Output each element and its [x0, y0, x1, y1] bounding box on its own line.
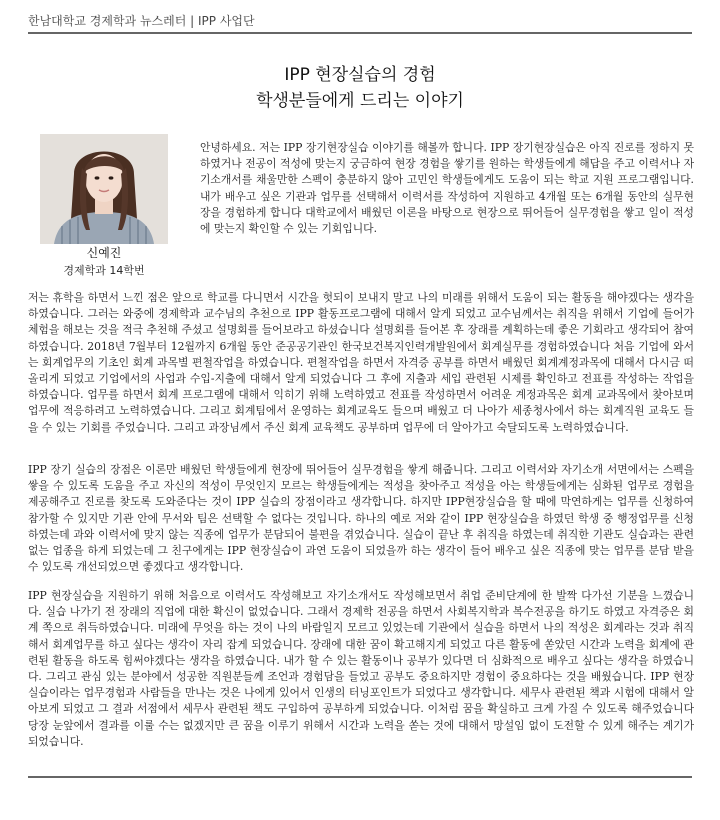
- body-paragraph-2: IPP 장기 실습의 장점은 이론만 배웠던 학생들에게 현장에 뛰어들어 실무경험을 쌓게 해줍니다. 그리고 이력서와 자기소개 서면에서는 스펙을 쌓을 수 있도록 도움을 주고 자신의 적성이 무엇인지 모르는 학생들에게는 적성을 찾아주고 적성을 아는 학생들에게는 심화된 업무로 경험을 제공해주고 진로를 찾도록 도와준다는 것이 IPP 실습의 장점이라고 생각합니다. 하지만 IPP현장실습을 할 때에 막연하게는 업무를 신청하여 참가할 수 있지만 기관 안에 무서와 팀은 선택할 수 없다는 것입니다. 하나의 예로 저와 같이 IPP 현장실습을 하였던 학생 중 행정업무를 신청하였는데 과와 이력서에 맞지 않는 직종에 업무가 분담되어 불편을 겪었습니다. 실습이 끝난 후 취직을 하였는데 취직한 기관도 실습과는 관련없는 업종을 하게 되었는데 그 친구에게는 IPP 현장실습이 과연 도움이 되었을까 하는 생각이 들어 배우고 싶은 직종에 맞는 업무를 분담 받을 수 있도록 개선되었으면 좋겠다고 생각합니다.: [28, 463, 694, 574]
- newsletter-header: 한남대학교 경제학과 뉴스레터 | IPP 사업단: [28, 14, 255, 28]
- header-divider: [28, 32, 692, 34]
- intro-paragraph: 안녕하세요. 저는 IPP 장기현장실습 이야기를 해볼까 합니다. IPP 장기현장실습은 아직 진로를 정하지 못하였거나 전공이 적성에 맞는지 궁금하여 현장 경험을 쌓기를 원하는 학생들에게 해답을 주고 이력서나 자기소개서를 채울만한 스펙이 충분하지 않아 고민인 학생들에게도 도움이 되는 학교 지원 프로그램입니다. 내가 배우고 싶은 기관과 업무를 선택해서 이력서를 작성하여 지원하고 4개월 또는 6개월 동안의 실무현장을 경험하게 합니다 대학교에서 배웠던 이론을 바탕으로 현장으로 뛰어들어 실무경험을 쌓고 일이 적성에 맞는지 확인할 수 있는 기회입니다.: [200, 141, 694, 236]
- author-name: 신예진: [86, 246, 122, 260]
- author-department: 경제학과 14학번: [63, 264, 145, 277]
- body-paragraph-1: 저는 휴학을 하면서 느낀 점은 앞으로 학교를 다니면서 시간을 헛되이 보내지 말고 나의 미래를 위해서 도움이 되는 활동을 해야겠다는 생각을 하였습니다. 그러는 와중에 경제학과 교수님의 추천으로 IPP 활동프로그램에 대해서 알게 되었고 교수님께서는 취직을 위해서 기업에 들어가 체험을 해보는 것을 적극 추천해 주셨고 설명회를 들어보라고 하셨습니다 설명회를 들어본 후 장래를 계획하는데 좋은 기회라고 생각되어 참여하였습니다. 2018년 7월부터 12월까지 6개월 동안 준공공기관인 한국보건복지인력개발원에서 회계실무를 경험하였습니다 처음 기업에 와서는 회계업무의 기초인 회계 과목별 편철작업을 하였습니다. 편철작업을 하면서 자격증 공부를 하면서 배웠던 회계계정과목에 대해서 다시금 떠올리게 되었고 기업에서의 사업과 수입-지출에 대해서 알게 되었습니다 그 후에 지출과 세입 관련된 시제를 확인하고 전표를 작성하는 작업을 하였습니다. 업무를 하면서 회계 프로그램에 대해서 익히기 위해 노력하였고 전표를 작성하면서 어려운 계정과목은 회계 교과목에서 찾아보며 업무에 적응하려고 노력하였습니다. 그리고 회계팀에서 운영하는 회계교육도 들으며 배웠고 더 나아가 세종청사에서 하는 회계직원 교육도 들을 수 있는 기회를 주었습니다. 그리고 과장님께서 주신 회계 교육책도 공부하며 업무에 더 알아가고 숙달되도록 노력하였습니다.: [28, 291, 694, 434]
- article-title-line2: 학생분들에게 드리는 이야기: [256, 91, 464, 111]
- article-title-line1: IPP 현장실습의 경험: [284, 65, 436, 85]
- article-title: [0, 62, 720, 114]
- author-portrait-photo: [40, 134, 168, 244]
- footer-divider: [28, 776, 692, 778]
- portrait-image: [40, 134, 168, 244]
- body-paragraph-3: IPP 현장실습을 지원하기 위해 처음으로 이력서도 작성해보고 자기소개서도 작성해보면서 취업 준비단계에 한 발짝 다가선 기분을 느꼈습니다. 실습 나가기 전 장래의 직업에 대한 확신이 없었습니다. 그래서 경제학 전공을 하면서 사회복지학과 복수전공을 하기도 하였고 자격증은 회계 쪽으로 취득하였습니다. 미래에 무엇을 하는 것이 나의 바람일지 모르고 있었는데 기관에서 실습을 하면서 나의 적성은 회계라는 것과 취직해서 회계업무를 하고 싶다는 생각이 자리 잡게 되었습니다. 장래에 대한 꿈이 확고해지게 되었고 다른 활동에 쏟았던 시간과 노력을 회계에 관련된 활동을 하도록 힘써야겠다는 생각을 하였습니다. 내가 할 수 있는 활동이나 공부가 있다면 더 심화적으로 배우고 싶다는 생각을 하였습니다. 그리고 관심 있는 분야에서 성공한 직원분들께 조언과 경험담을 들었고 공부도 중요하지만 경험이 중요하다는 것을 배웠습니다. IPP 현장실습이라는 업무경험과 사람들을 만나는 것은 나에게 있어서 인생의 터닝포인트가 되었다고 생각합니다. 세무사 관련된 책과 시험에 대해서 알아보게 되었고 그 결과 서점에서 세무사 관련된 책도 구입하여 공부하게 되었습니다. 이처럼 꿈을 확실하고 크게 가질 수 있도록 해주었습니다 당장 눈앞에서 결과를 이룰 수는 없겠지만 큰 꿈을 이루기 위해서 시간과 노력을 쏟는 것에 대해서 망설임 없이 도전할 수 있게 해주는 계기가 되었습니다.: [28, 589, 694, 748]
